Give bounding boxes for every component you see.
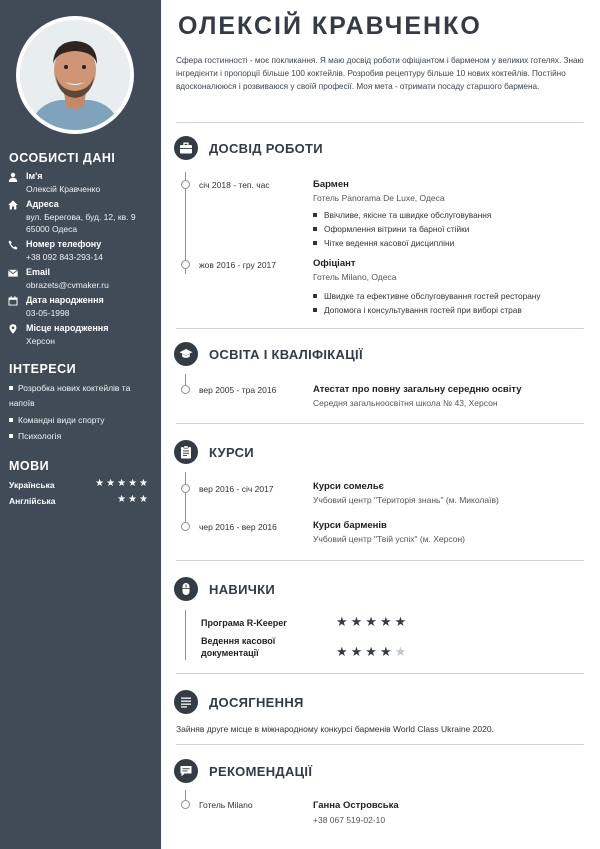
skill-name: документації (201, 648, 259, 658)
profile-photo (16, 16, 134, 134)
experience-place: Готель Milano, Одеса (313, 272, 397, 282)
briefcase-icon (174, 136, 198, 160)
skill-stars: ★★★★★ (336, 644, 410, 659)
language-item (9, 496, 154, 506)
skill-stars: ★★★★★ (336, 614, 410, 629)
calendar-icon (8, 296, 18, 306)
personal-label: Email (26, 267, 51, 277)
personal-label: Дата народження (26, 295, 104, 305)
personal-value: Олексій Кравченко (26, 184, 101, 194)
experience-title: Бармен (313, 179, 349, 190)
course-title: Курси барменів (313, 520, 387, 531)
mail-icon (8, 268, 18, 278)
experience-bullet: Швидке та ефективне обслуговування гостей ресторану (313, 291, 541, 301)
mouse-icon (174, 577, 198, 601)
timeline-dot (181, 260, 190, 269)
home-icon (8, 200, 18, 210)
achievement-text: Зайняв друге місце в міжнародному конкурсі барменів World Class Ukraine 2020. (176, 724, 494, 734)
timeline-dot (181, 180, 190, 189)
divider (176, 423, 584, 424)
resume-name: ОЛЕКСІЙ КРАВЧЕНКО (178, 12, 482, 40)
education-date: вер 2005 - тра 2016 (199, 385, 277, 395)
course-date: чер 2016 - вер 2016 (199, 522, 277, 532)
experience-bullet: Ввічливе, якісне та швидке обслуговування (313, 210, 491, 220)
experience-title: Офіціант (313, 258, 356, 269)
skills-heading: НАВИЧКИ (209, 582, 276, 597)
references-heading: РЕКОМЕНДАЦІЇ (209, 764, 313, 779)
personal-value: 03-05-1998 (26, 308, 70, 318)
languages-heading: МОВИ (9, 459, 50, 473)
divider (176, 744, 584, 745)
course-date: вер 2016 - січ 2017 (199, 484, 274, 494)
course-place: Учбовий центр "Територія знань" (м. Миколаїв) (313, 495, 499, 505)
divider (176, 560, 584, 561)
reference-org: Готель Milano (199, 800, 253, 810)
achievements-heading: ДОСЯГНЕННЯ (209, 695, 304, 710)
reference-phone: +38 067 519-02-10 (313, 815, 386, 825)
education-place: Середня загальноосвітня школа № 43, Херсон (313, 398, 498, 408)
user-icon (8, 172, 18, 182)
language-name: Українська (9, 480, 55, 490)
personal-value: Херсон (26, 336, 55, 346)
avatar-icon (20, 20, 130, 130)
experience-bullet: Допомога і консультування гостей при виборі страв (313, 305, 522, 315)
timeline-dot (181, 385, 190, 394)
interests-heading: ІНТЕРЕСИ (9, 362, 77, 376)
course-place: Учбовий центр "Твій успіх" (м. Херсон) (313, 534, 465, 544)
reference-name: Ганна Островська (313, 800, 399, 811)
personal-data-heading: ОСОБИСТІ ДАНІ (9, 151, 116, 165)
personal-label: Ім'я (26, 171, 43, 181)
personal-label: Адреса (26, 199, 59, 209)
language-name: Англійська (9, 496, 56, 506)
personal-value: obrazets@cvmaker.ru (26, 280, 109, 290)
timeline-dot (181, 484, 190, 493)
timeline-line (185, 610, 186, 660)
list-icon (174, 690, 198, 714)
divider (176, 328, 584, 329)
experience-date: жов 2016 - гру 2017 (199, 260, 277, 270)
interest-item: Розробка нових коктейлів та напоїв (9, 383, 131, 408)
personal-label: Номер телефону (26, 239, 102, 249)
education-heading: ОСВІТА І КВАЛІФІКАЦІЇ (209, 347, 363, 362)
personal-value: +38 092 843-293-14 (26, 252, 103, 262)
phone-icon (8, 240, 18, 250)
divider (176, 673, 584, 674)
experience-bullet: Оформлення вітрини та барної стійки (313, 224, 469, 234)
chat-icon (174, 759, 198, 783)
courses-heading: КУРСИ (209, 445, 254, 460)
experience-date: січ 2018 - теп. час (199, 180, 270, 190)
divider (176, 122, 584, 123)
skill-name: Ведення касової (201, 636, 276, 646)
experience-bullet: Чітке ведення касової дисципліни (313, 238, 454, 248)
personal-value: 65000 Одеса (26, 224, 78, 234)
experience-heading: ДОСВІД РОБОТИ (209, 141, 323, 156)
education-title: Атестат про повну загальну середню освіту (313, 384, 522, 395)
timeline-dot (181, 522, 190, 531)
interest-item: Командні види спорту (9, 413, 154, 428)
timeline-dot (181, 800, 190, 809)
interest-item: Психологія (9, 429, 154, 444)
language-stars: ★★★★★ (95, 478, 150, 489)
summary-text: Сфера гостинності - моє покликання. Я маю досвід роботи офіціантом і барменом у великих готелях. Знаю інгредієнти і пропорції більше 100 коктейлів. Розробив рецептуру більше 10 нових коктейлів. Постійно вдосконалююся і розвиваюся у своїй професії. Моя мета - отримати посаду старшого бармена. (176, 56, 584, 92)
clipboard-icon (174, 440, 198, 464)
course-title: Курси сомельє (313, 481, 384, 492)
graduation-cap-icon (174, 342, 198, 366)
personal-value: вул. Берегова, буд. 12, кв. 9 (26, 212, 136, 222)
pin-icon (8, 324, 18, 334)
language-item (9, 480, 154, 490)
sidebar (0, 0, 161, 849)
personal-label: Місце народження (26, 323, 109, 333)
skill-name: Програма R-Keeper (201, 618, 287, 628)
experience-place: Готель Panorama De Luxe, Одеса (313, 193, 445, 203)
language-stars: ★★★ (117, 494, 150, 505)
